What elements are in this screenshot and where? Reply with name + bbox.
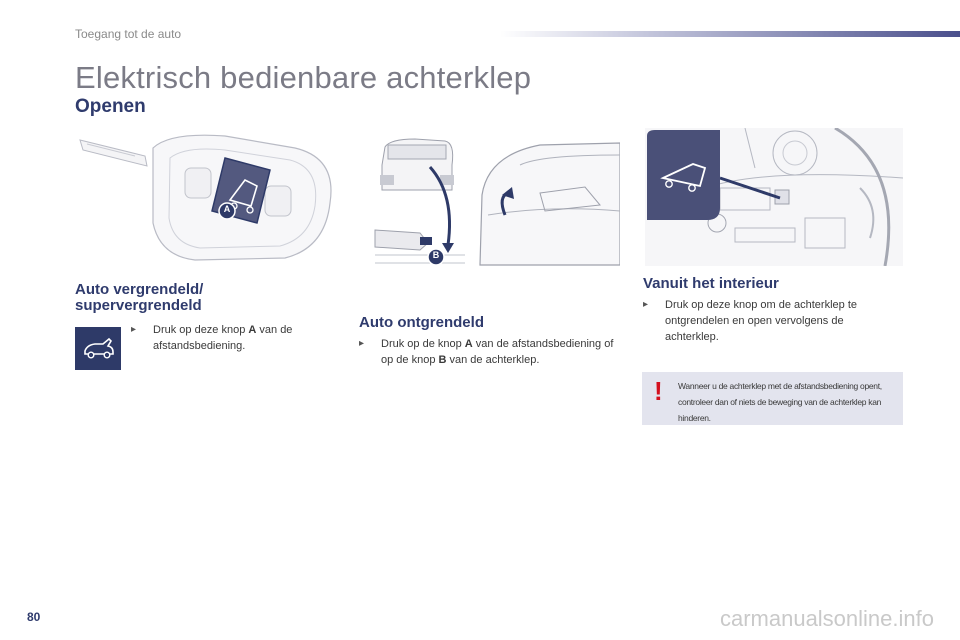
interior-bullet-text: Druk op deze knop om de achterklep te ontgrendelen en open vervolgens de achterklep. bbox=[665, 299, 858, 343]
bullet-marker-icon: ▸ bbox=[359, 338, 365, 349]
car-label-b: B bbox=[432, 250, 440, 260]
lock-bullet-post: van de afstandsbediening. bbox=[153, 324, 293, 352]
page-number: 80 bbox=[27, 610, 41, 624]
unlock-bullet-key-b: B bbox=[438, 354, 447, 366]
interior-section-title: Vanuit het interieur bbox=[643, 275, 779, 292]
unlock-bullet-pre: Druk op de knop bbox=[381, 338, 465, 350]
header-section-label: Toegang tot de auto bbox=[75, 27, 182, 41]
warning-icon: ! bbox=[654, 376, 663, 406]
lock-section-title bbox=[75, 282, 203, 314]
tailgate-button-icon bbox=[75, 327, 121, 370]
lock-title-line2: supervergrendeld bbox=[75, 297, 202, 314]
page-title: Elektrisch bedienbare achterklep bbox=[75, 60, 532, 95]
bullet-marker-icon: ▸ bbox=[643, 299, 649, 310]
interior-bullet bbox=[643, 297, 888, 345]
key-label-a: A bbox=[223, 204, 231, 214]
unlock-bullet-key-a: A bbox=[464, 338, 473, 350]
warning-text: Wanneer u de achterklep met de afstandsbediening opent, controleer dan of niets de beweging van de achterklep kan hinderen. bbox=[678, 381, 882, 423]
header-decor-bar bbox=[500, 31, 960, 37]
unlock-bullet-mid: van de afstandsbediening of op de knop bbox=[381, 338, 614, 366]
watermark-text: carmanualsonline.info bbox=[719, 606, 934, 631]
remote-key-illustration bbox=[75, 128, 345, 268]
unlock-section-title: Auto ontgrendeld bbox=[359, 314, 484, 331]
lock-bullet bbox=[131, 322, 321, 354]
unlock-bullet-post: van de achterklep. bbox=[446, 354, 540, 366]
bullet-marker-icon: ▸ bbox=[131, 324, 137, 335]
lock-title-line1: Auto vergrendeld/ bbox=[75, 281, 204, 298]
page-subtitle: Openen bbox=[75, 96, 146, 117]
dashboard-illustration bbox=[645, 128, 903, 266]
car-rear-illustration bbox=[370, 135, 620, 275]
lock-bullet-key: A bbox=[248, 324, 257, 336]
warning-box bbox=[642, 372, 903, 425]
unlock-bullet bbox=[359, 336, 621, 368]
lock-bullet-pre: Druk op deze knop bbox=[153, 324, 249, 336]
